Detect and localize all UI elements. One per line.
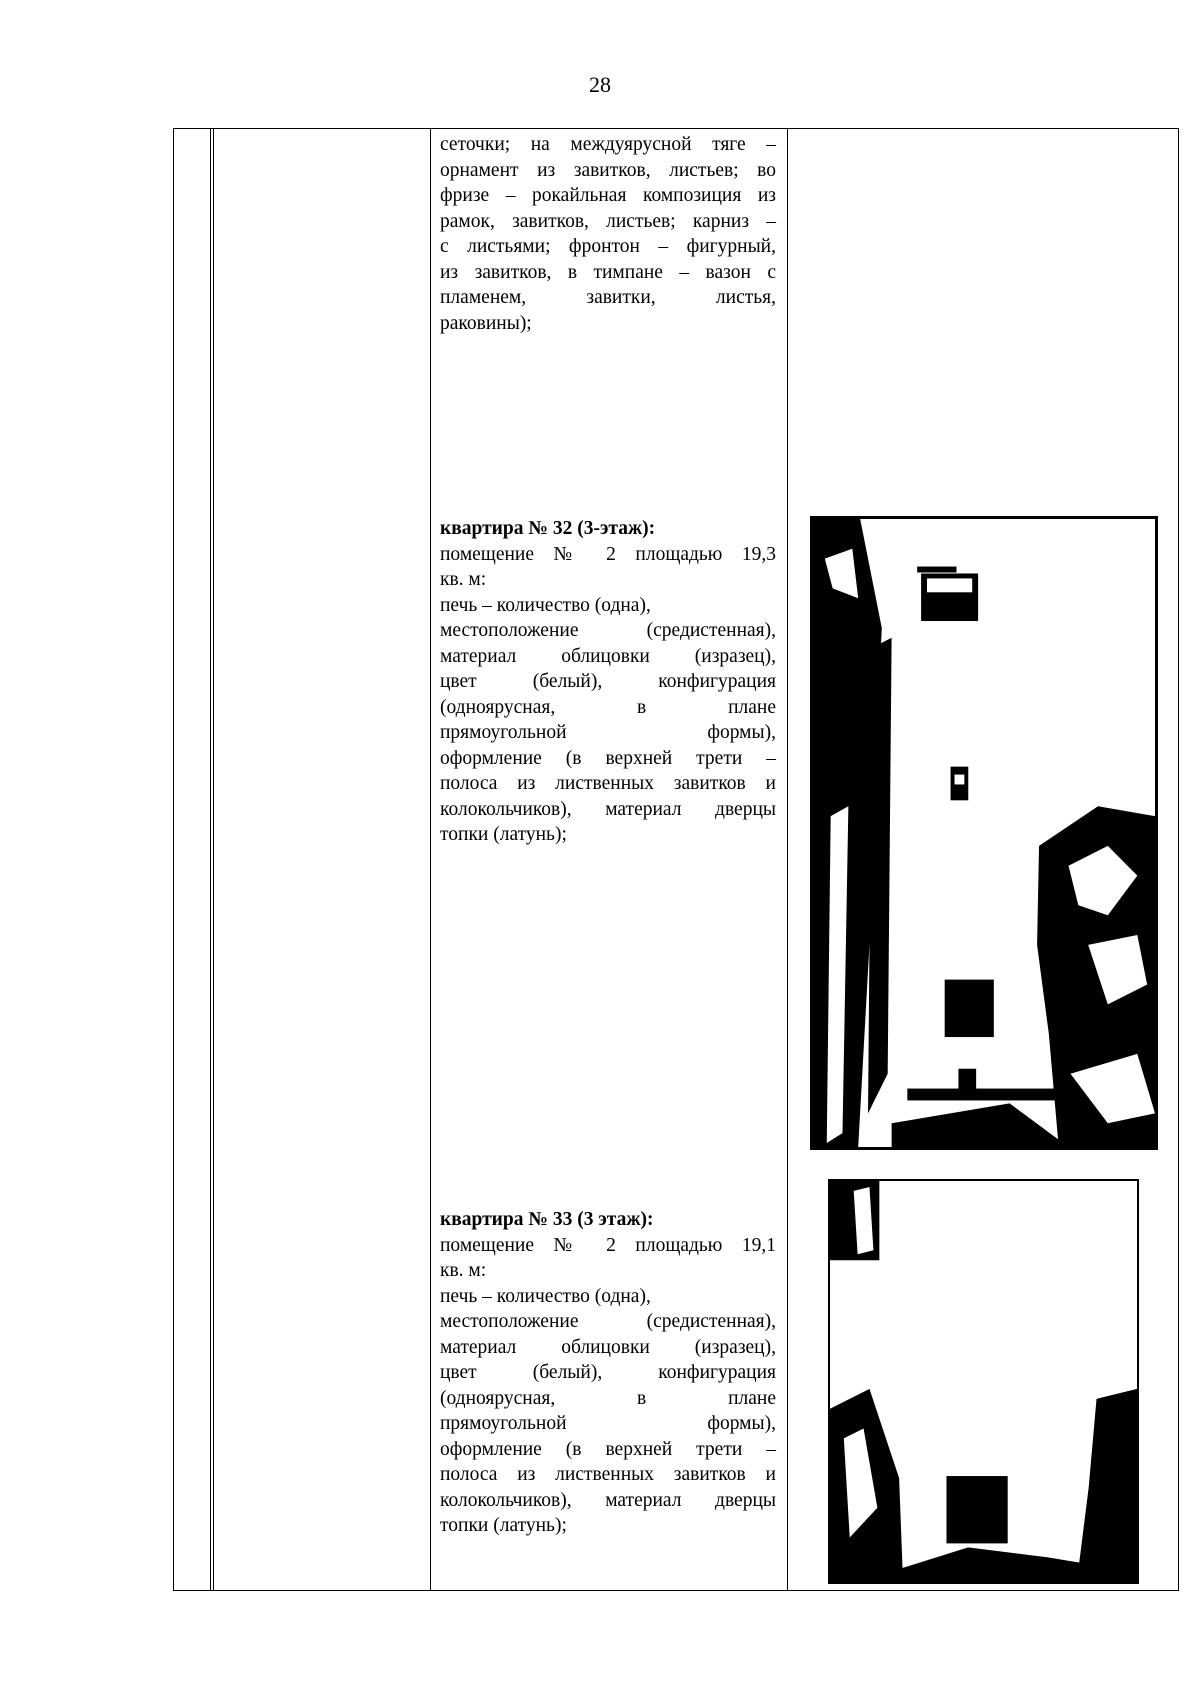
stove-photo-apartment-32	[810, 516, 1158, 1150]
apartment-33-description	[440, 1207, 776, 1539]
text-line: сеточки; на междуярусной тяге –	[440, 134, 776, 155]
text-line: топки (латунь);	[440, 1515, 567, 1536]
text-line: (одноярусная, в плане	[440, 696, 776, 718]
text-line: (одноярусная, в плане	[440, 1387, 776, 1409]
stove-photo-image	[813, 519, 1155, 1147]
text-line: кв. м:	[440, 1260, 487, 1281]
text-line: оформление (в верхней трети –	[440, 1438, 776, 1460]
apartment-heading: квартира № 33 (3 этаж):	[440, 1209, 654, 1230]
text-line: рамок, завитков, листьев; карниз –	[440, 210, 776, 232]
column-divider	[210, 129, 211, 1590]
page-number: 28	[589, 72, 611, 97]
text-line: цвет (белый), конфигурация	[440, 671, 776, 692]
text-line: фризе – рокайльная композиция из	[440, 185, 776, 206]
stove-photo-apartment-33	[828, 1179, 1139, 1584]
text-line: колокольчиков), материал дверцы	[440, 798, 776, 820]
document-table	[173, 128, 1179, 1591]
column-divider	[787, 129, 788, 1590]
apartment-heading: квартира № 32 (3-этаж):	[440, 518, 656, 539]
text-line: из завитков, в тимпане – вазон с	[440, 261, 776, 283]
text-line: оформление (в верхней трети –	[440, 747, 776, 769]
text-line: местоположение (средистенная),	[440, 620, 776, 641]
text-line: кв. м:	[440, 569, 487, 590]
text-line: топки (латунь);	[440, 824, 567, 845]
column-divider	[430, 129, 431, 1590]
stove-photo-image	[830, 1181, 1137, 1582]
description-continuation	[440, 132, 776, 336]
text-line: материал облицовки (изразец),	[440, 645, 776, 667]
text-line: раковины);	[440, 312, 532, 334]
text-line: полоса из лиственных завитков и	[440, 773, 776, 794]
text-line: пламенем, завитки, листья,	[440, 287, 776, 308]
text-line: прямоугольной формы),	[440, 722, 776, 743]
text-line: печь – количество (одна),	[440, 1285, 651, 1307]
text-line: помещение № 2 площадью 19,1	[440, 1234, 776, 1256]
text-line: орнамент из завитков, листьев; во	[440, 159, 776, 181]
apartment-32-description	[440, 516, 776, 848]
text-line: цвет (белый), конфигурация	[440, 1362, 776, 1383]
text-line: материал облицовки (изразец),	[440, 1336, 776, 1358]
text-line: полоса из лиственных завитков и	[440, 1464, 776, 1485]
column-divider	[213, 129, 214, 1590]
text-line: местоположение (средистенная),	[440, 1311, 776, 1332]
text-line: с листьями; фронтон – фигурный,	[440, 236, 776, 257]
text-line: колокольчиков), материал дверцы	[440, 1489, 776, 1511]
text-line: печь – количество (одна),	[440, 594, 651, 616]
text-line: помещение № 2 площадью 19,3	[440, 543, 776, 565]
text-line: прямоугольной формы),	[440, 1413, 776, 1434]
